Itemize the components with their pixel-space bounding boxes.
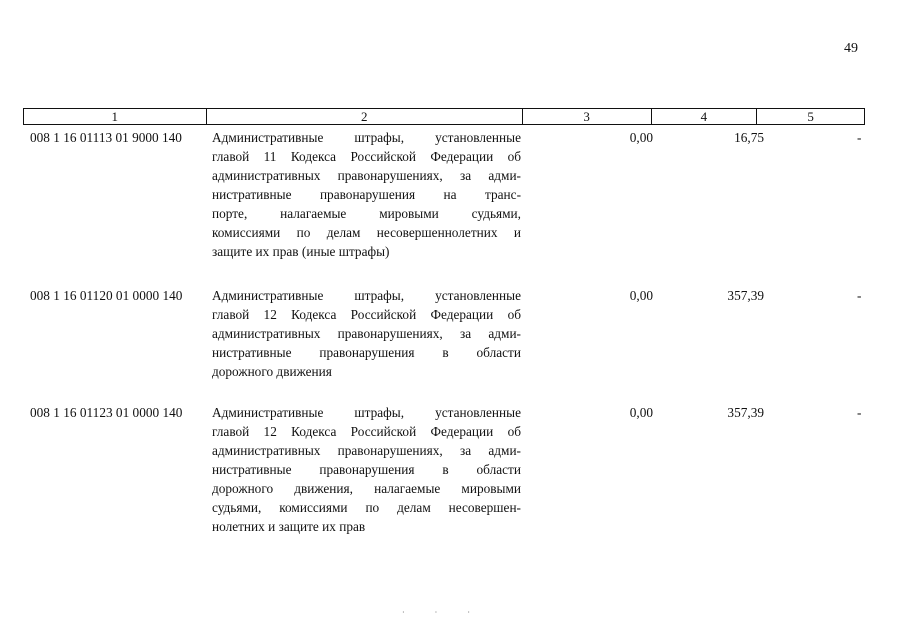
description-line: административных правонарушениях, за адми- <box>212 326 521 341</box>
description-line: главой 12 Кодекса Российской Федерации об <box>212 424 521 439</box>
row-description <box>212 286 521 381</box>
row-col4-value: 357,39 <box>727 405 764 420</box>
row-code: 008 1 16 01113 01 9000 140 <box>30 130 182 145</box>
description-line: главой 11 Кодекса Российской Федерации об <box>212 149 521 164</box>
scan-specks: · · · <box>402 608 484 617</box>
row-description <box>212 128 521 261</box>
row-code: 008 1 16 01120 01 0000 140 <box>30 288 183 303</box>
header-col-5: 5 <box>807 109 814 124</box>
header-col-2: 2 <box>207 109 523 124</box>
header-col-1: 1 <box>24 109 207 124</box>
page-number: 49 <box>844 41 858 56</box>
row-col4-value: 16,75 <box>734 130 764 145</box>
row-col3-value: 0,00 <box>629 288 653 303</box>
table-header <box>23 108 865 125</box>
description-line: защите их прав (иные штрафы) <box>212 244 390 259</box>
row-col5-value: - <box>857 288 862 303</box>
description-line: нолетних и защите их прав <box>212 519 366 534</box>
row-description <box>212 403 521 536</box>
row-col5-value: - <box>857 130 862 145</box>
description-line: комиссиями по делам несовершеннолетних и <box>212 225 521 240</box>
row-col4-value: 357,39 <box>727 288 764 303</box>
description-line: Административные штрафы, установленные <box>212 405 521 420</box>
description-line: порте, налагаемые мировыми судьями, <box>212 206 521 221</box>
description-line: административных правонарушениях, за адми- <box>212 443 521 458</box>
row-code: 008 1 16 01123 01 0000 140 <box>30 405 183 420</box>
description-line: нистративные правонарушения на транс- <box>212 187 521 202</box>
description-line: нистративные правонарушения в области <box>212 345 521 360</box>
description-line: дорожного движения, налагаемые мировыми <box>212 481 521 496</box>
description-line: судьями, комиссиями по делам несовершен- <box>212 500 521 515</box>
description-line: административных правонарушениях, за адми- <box>212 168 521 183</box>
description-line: дорожного движения <box>212 364 332 379</box>
description-line: нистративные правонарушения в области <box>212 462 521 477</box>
row-col3-value: 0,00 <box>629 130 653 145</box>
description-line: Административные штрафы, установленные <box>212 130 521 145</box>
description-line: Административные штрафы, установленные <box>212 288 521 303</box>
header-col-3: 3 <box>523 109 652 124</box>
description-line: главой 12 Кодекса Российской Федерации об <box>212 307 521 322</box>
row-col5-value: - <box>857 405 862 420</box>
header-col-4: 4 <box>652 109 758 124</box>
row-col3-value: 0,00 <box>629 405 653 420</box>
